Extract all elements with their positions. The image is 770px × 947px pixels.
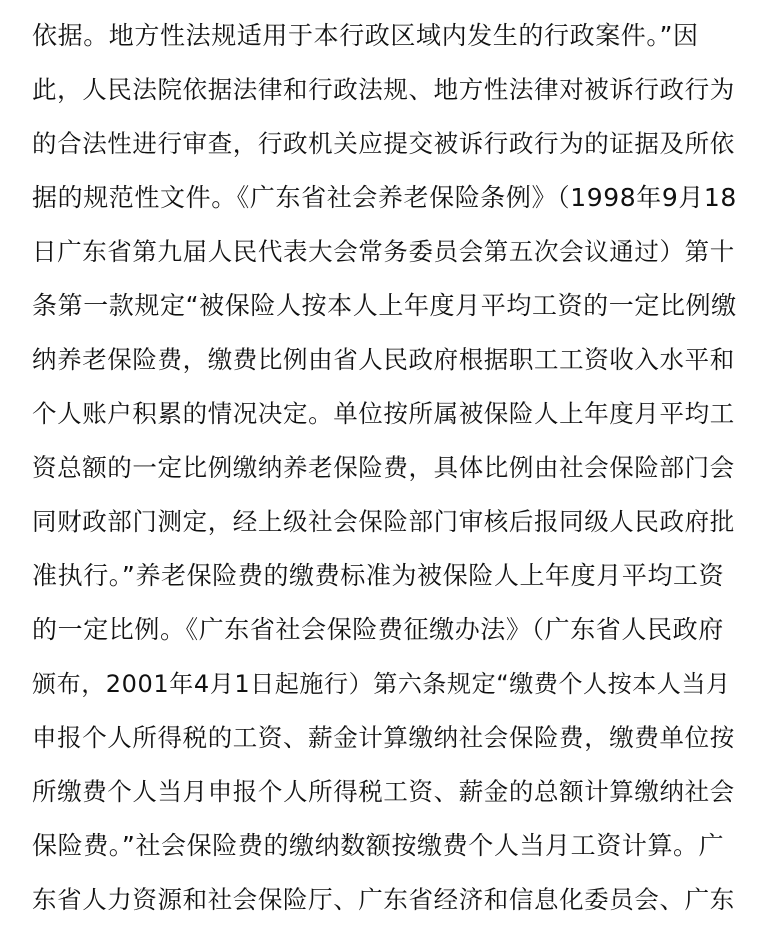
text-line-16: 保险费。”社会保险费的缴纳数额按缴费个人当月工资计算。广: [32, 831, 725, 860]
text-line-11: 准执行。”养老保险费的缴费标准为被保险人上年度月平均工资: [32, 561, 725, 590]
text-line-10: 同财政部门测定，经上级社会保险部门审核后报同级人民政府批: [32, 507, 735, 536]
text-line-13: 颁布，2001年4月1日起施行）第六条规定“缴费个人按本人当月: [32, 670, 731, 698]
text-line-14: 申报个人所得税的工资、薪金计算缴纳社会保险费，缴费单位按: [32, 723, 735, 752]
text-line-12: 的一定比例。《广东省社会保险费征缴办法》（广东省人民政府: [32, 615, 724, 644]
text-line-7: 纳养老保险费，缴费比例由省人民政府根据职工工资收入水平和: [32, 345, 735, 374]
text-line-15: 所缴费个人当月申报个人所得税工资、薪金的总额计算缴纳社会: [32, 777, 735, 806]
text-line-5: 日广东省第九届人民代表大会常务委员会第五次会议通过）第十: [32, 237, 735, 266]
text-line-9: 资总额的一定比例缴纳养老保险费，具体比例由社会保险部门会: [32, 453, 735, 482]
text-line-4: 据的规范性文件。《广东省社会养老保险条例》（1998年9月18: [32, 183, 737, 212]
text-line-1: 依据。地方性法规适用于本行政区域内发生的行政案件。”因: [32, 21, 699, 50]
text-line-8: 个人账户积累的情况决定。单位按所属被保险人上年度月平均工: [32, 399, 735, 428]
text-line-2: 此，人民法院依据法律和行政法规、地方性法律对被诉行政行为: [32, 75, 735, 104]
text-line-17: 东省人力资源和社会保险厅、广东省经济和信息化委员会、广东: [32, 885, 735, 914]
text-line-6: 条第一款规定“被保险人按本人上年度月平均工资的一定比例缴: [32, 291, 737, 320]
text-line-3: 的合法性进行审查，行政机关应提交被诉行政行为的证据及所依: [32, 129, 735, 158]
